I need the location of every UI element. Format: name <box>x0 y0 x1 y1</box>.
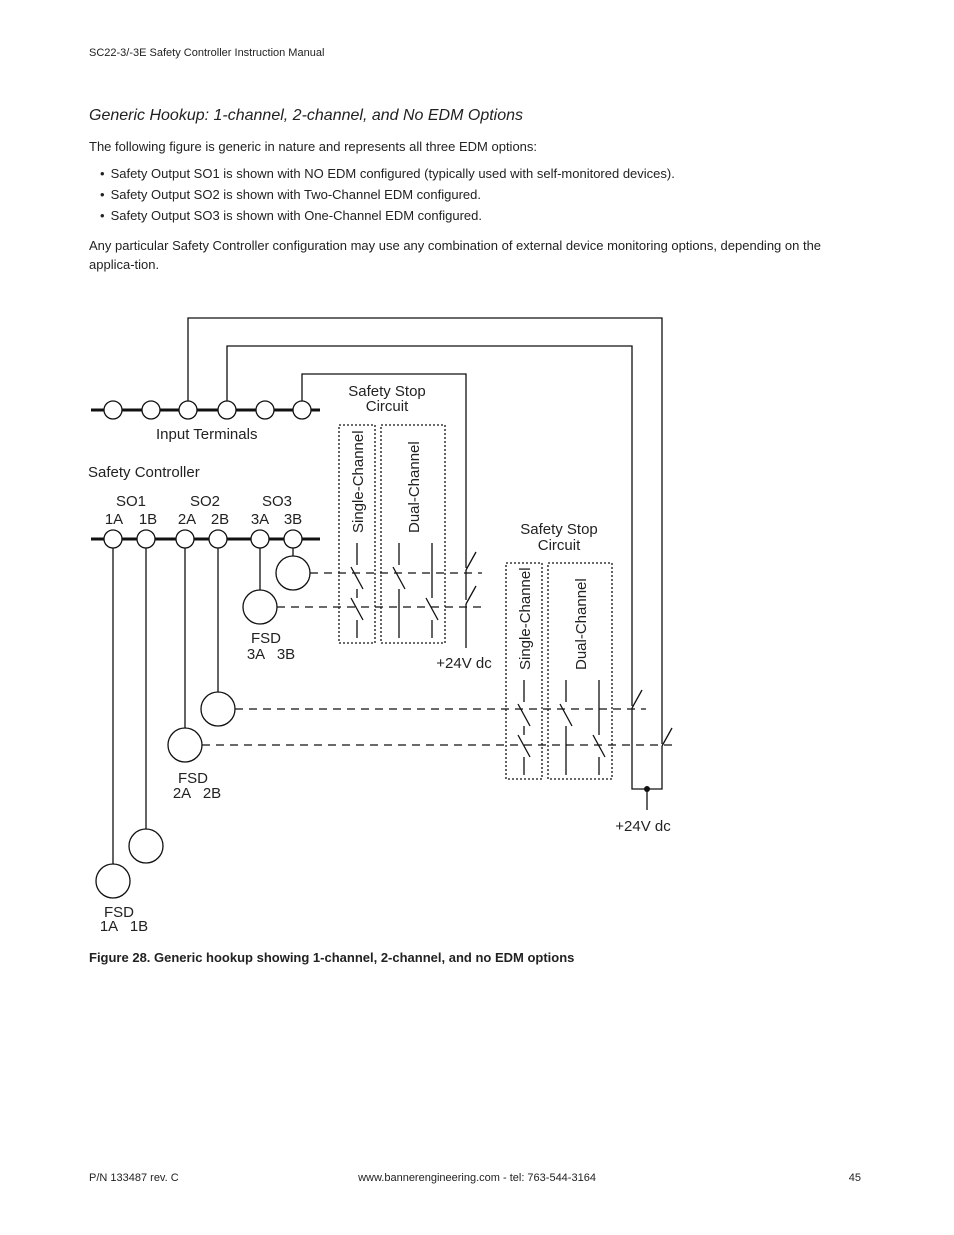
safety-stop-circuit-2-label: Safety Stop <box>520 521 598 538</box>
fsd-1b-coil <box>129 829 163 863</box>
fsd-2a-coil <box>168 728 202 762</box>
input-terminal <box>293 401 311 419</box>
dual-channel-label-2: Dual-Channel <box>573 578 590 670</box>
input-terminal <box>179 401 197 419</box>
safety-controller-label: Safety Controller <box>88 464 200 481</box>
figure-caption: Figure 28. Generic hookup showing 1-channel, 2-channel, and no EDM options <box>89 950 575 965</box>
footer-page-number: 45 <box>848 1172 861 1184</box>
safety-stop-circuit-1-label: Safety Stop <box>348 383 426 400</box>
dual-channel-label-1: Dual-Channel <box>406 441 423 533</box>
bullet-so1: • Safety Output SO1 is shown with NO EDM configured (typically used with self-monitored devices). <box>100 166 675 187</box>
input-terminal <box>256 401 274 419</box>
output-terminal-3b <box>284 530 302 548</box>
single-channel-label-2: Single-Channel <box>517 567 534 670</box>
fsd1-label: FSD <box>104 904 134 921</box>
fsd3-terminals-label: 3A 3B <box>246 646 296 663</box>
terminal-1b-label: 1B <box>138 511 158 528</box>
input-terminal <box>218 401 236 419</box>
fsd-3a-coil <box>243 590 277 624</box>
running-header: SC22-3/-3E Safety Controller Instruction Manual <box>89 47 325 59</box>
footer-part-number: P/N 133487 rev. C <box>89 1172 179 1184</box>
junction-dot <box>644 786 650 792</box>
terminal-3a-label: 3A <box>250 511 270 528</box>
safety-stop-circuit-2-label-2: Circuit <box>537 537 581 554</box>
safety-stop-circuit-1-label-2: Circuit <box>365 398 409 415</box>
supply-label-2: +24V dc <box>615 818 671 835</box>
output-terminal-2a <box>176 530 194 548</box>
so2-label: SO2 <box>189 493 221 510</box>
contacts-stop-circuit-1 <box>351 543 438 638</box>
fsd3-label: FSD <box>251 630 281 647</box>
config-paragraph: Any particular Safety Controller configuration may use any combination of external device monitoring options, depending on the applica-tion. <box>89 238 822 272</box>
terminal-1a-label: 1A <box>104 511 124 528</box>
fsd2-contacts <box>632 690 672 810</box>
output-terminal-3a <box>251 530 269 548</box>
footer-website[interactable]: www.bannerengineering.com - tel: 763-544-3164 <box>358 1172 596 1184</box>
terminal-2a-label: 2A <box>177 511 197 528</box>
input-terminals-label: Input Terminals <box>156 426 258 443</box>
fsd1-terminals-label: 1A 1B <box>99 918 149 935</box>
terminal-3b-label: 3B <box>283 511 303 528</box>
so3-label: SO3 <box>261 493 293 510</box>
output-terminal-2b <box>209 530 227 548</box>
section-title: Generic Hookup: 1-channel, 2-channel, and No EDM Options <box>89 107 524 124</box>
bullet-so3: • Safety Output SO3 is shown with One-Channel EDM configured. <box>100 208 675 229</box>
contacts-stop-circuit-2 <box>518 680 605 775</box>
fsd3-contacts <box>466 552 476 648</box>
input-terminal <box>142 401 160 419</box>
fsd2-terminals-label: 2A 2B <box>172 785 222 802</box>
single-channel-label-1: Single-Channel <box>350 430 367 533</box>
fsd2-label: FSD <box>178 770 208 787</box>
input-terminal <box>104 401 122 419</box>
intro-text: The following figure is generic in nature and represents all three EDM options: <box>89 139 538 154</box>
output-terminal-1b <box>137 530 155 548</box>
bullet-so2: • Safety Output SO2 is shown with Two-Channel EDM configured. <box>100 187 675 208</box>
output-terminal-1a <box>104 530 122 548</box>
so1-label: SO1 <box>115 493 147 510</box>
supply-label-1: +24V dc <box>436 655 492 672</box>
fsd-1a-coil <box>96 864 130 898</box>
fsd-2b-coil <box>201 692 235 726</box>
terminal-2b-label: 2B <box>210 511 230 528</box>
fsd-3b-coil <box>276 556 310 590</box>
